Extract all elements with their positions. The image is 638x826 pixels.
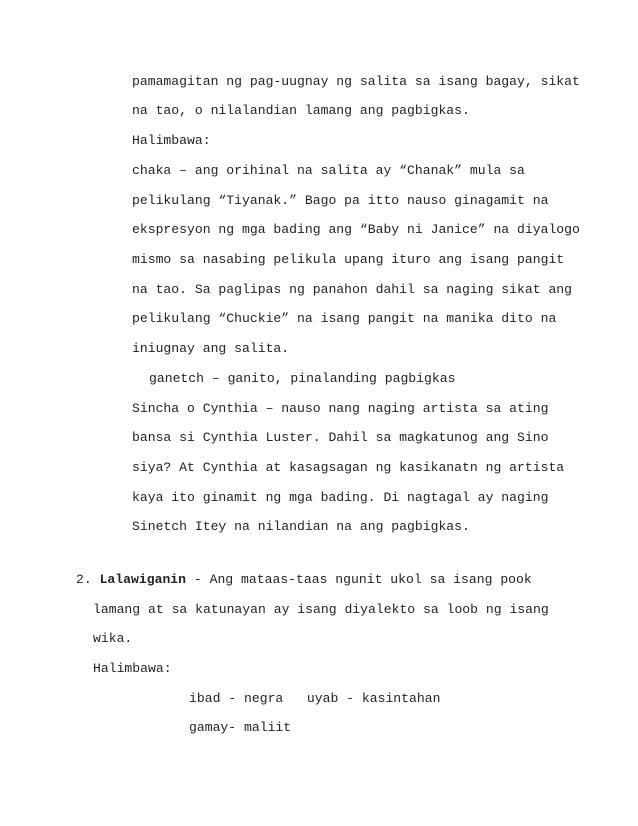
text-line: kaya ito ginamit ng mga bading. Di nagtagal ay naging <box>132 490 549 505</box>
list-number: 2. <box>76 572 92 587</box>
text-line: ekspresyon ng mga bading ang “Baby ni Janice” na diyalogo <box>132 222 580 237</box>
text-line: lamang at sa katunayan ay isang diyalekto sa loob ng isang <box>93 602 549 617</box>
example-line <box>189 691 440 707</box>
text-line: wika. <box>93 631 133 646</box>
text-line: Sincha o Cynthia – nauso nang naging artista sa ating <box>132 401 549 416</box>
text-line: pamamagitan ng pag-uugnay ng salita sa isang bagay, sikat <box>132 74 580 89</box>
text-line: pelikulang “Chuckie” na isang pangit na manika dito na <box>132 311 557 326</box>
text-line: pelikulang “Tiyanak.” Bago pa itto nauso ginagamit na <box>132 193 549 208</box>
example-ibad: ibad - negra <box>189 691 284 706</box>
text-line: Halimbawa: <box>132 133 211 148</box>
text-line: iniugnay ang salita. <box>132 341 290 356</box>
text-line: siya? At Cynthia at kasagsagan ng kasikanatn ng artista <box>132 460 565 475</box>
example-gamay: gamay- maliit <box>189 720 292 735</box>
text-line: bansa si Cynthia Luster. Dahil sa magkatunog ang Sino <box>132 430 549 445</box>
text-line: na tao, o nilalandian lamang ang pagbigkas. <box>132 103 470 118</box>
text-line: na tao. Sa paglipas ng panahon dahil sa naging sikat ang <box>132 282 573 297</box>
term-heading: Lalawiganin <box>99 572 187 587</box>
text-line: chaka – ang orihinal na salita ay “Chanak” mula sa <box>132 163 525 178</box>
term-definition: - Ang mataas-taas ngunit ukol sa isang pook <box>186 572 532 587</box>
list-item-2 <box>76 572 532 588</box>
text-line: ganetch – ganito, pinalanding pagbigkas <box>149 371 456 386</box>
text-line: Halimbawa: <box>93 661 172 676</box>
example-uyab: uyab - kasintahan <box>306 691 441 706</box>
text-line: mismo sa nasabing pelikula upang ituro ang isang pangit <box>132 252 565 267</box>
text-line: Sinetch Itey na nilandian na ang pagbigkas. <box>132 519 470 534</box>
